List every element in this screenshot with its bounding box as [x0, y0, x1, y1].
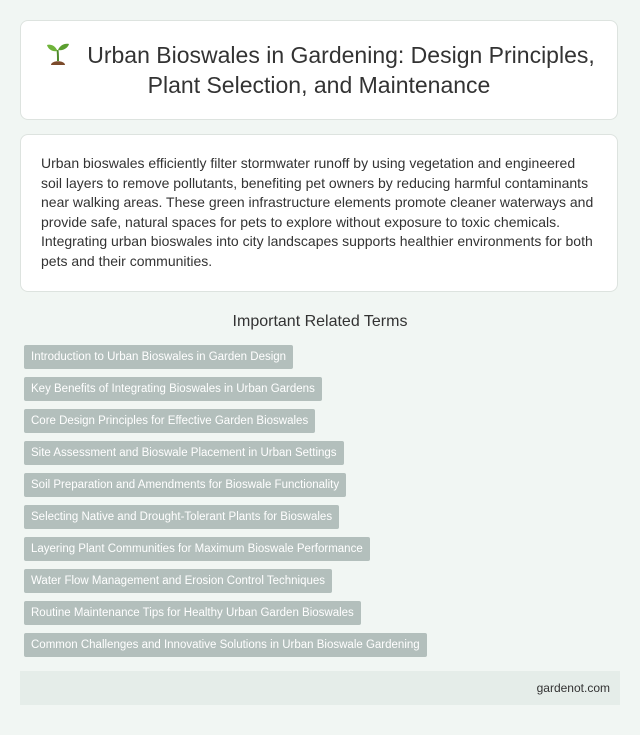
page-title — [21, 40, 617, 100]
list-item — [24, 505, 427, 529]
list-item — [24, 601, 427, 625]
related-terms-heading: Important Related Terms — [232, 313, 408, 330]
page-title-text: Urban Bioswales in Gardening: Design Principles, Plant Selection, and Maintenance — [87, 42, 595, 98]
related-term-tag[interactable]: Core Design Principles for Effective Garden Bioswales — [24, 409, 315, 433]
related-term-tag[interactable]: Soil Preparation and Amendments for Bioswale Functionality — [24, 473, 346, 497]
title-card — [20, 20, 618, 120]
list-item — [24, 345, 427, 369]
related-term-tag[interactable]: Introduction to Urban Bioswales in Garden Design — [24, 345, 293, 369]
related-terms-list — [24, 345, 427, 665]
related-term-tag[interactable]: Selecting Native and Drought-Tolerant Plants for Bioswales — [24, 505, 339, 529]
list-item — [24, 441, 427, 465]
sprout-icon — [43, 41, 73, 65]
footer — [20, 671, 620, 705]
list-item — [24, 569, 427, 593]
list-item — [24, 409, 427, 433]
related-term-tag[interactable]: Key Benefits of Integrating Bioswales in Urban Gardens — [24, 377, 322, 401]
related-term-tag[interactable]: Routine Maintenance Tips for Healthy Urban Garden Bioswales — [24, 601, 361, 625]
site-name[interactable]: gardenot.com — [536, 681, 610, 695]
related-term-tag[interactable]: Layering Plant Communities for Maximum Bioswale Performance — [24, 537, 370, 561]
related-term-tag[interactable]: Site Assessment and Bioswale Placement in Urban Settings — [24, 441, 344, 465]
intro-card — [20, 134, 618, 292]
related-term-tag[interactable]: Water Flow Management and Erosion Control Techniques — [24, 569, 332, 593]
list-item — [24, 537, 427, 561]
related-term-tag[interactable]: Common Challenges and Innovative Solutions in Urban Bioswale Gardening — [24, 633, 427, 657]
list-item — [24, 633, 427, 657]
list-item — [24, 377, 427, 401]
list-item — [24, 473, 427, 497]
intro-paragraph: Urban bioswales efficiently filter stormwater runoff by using vegetation and engineered soil layers to remove pollutants, benefiting pet owners by reducing harmful contaminants near walking areas. These green infrastructure elements promote cleaner waterways and provide safe, natural spaces for pets to explore without exposure to toxic chemicals. Integrating urban bioswales into city landscapes supports healthier environments for both pets and their communities. — [41, 155, 594, 269]
